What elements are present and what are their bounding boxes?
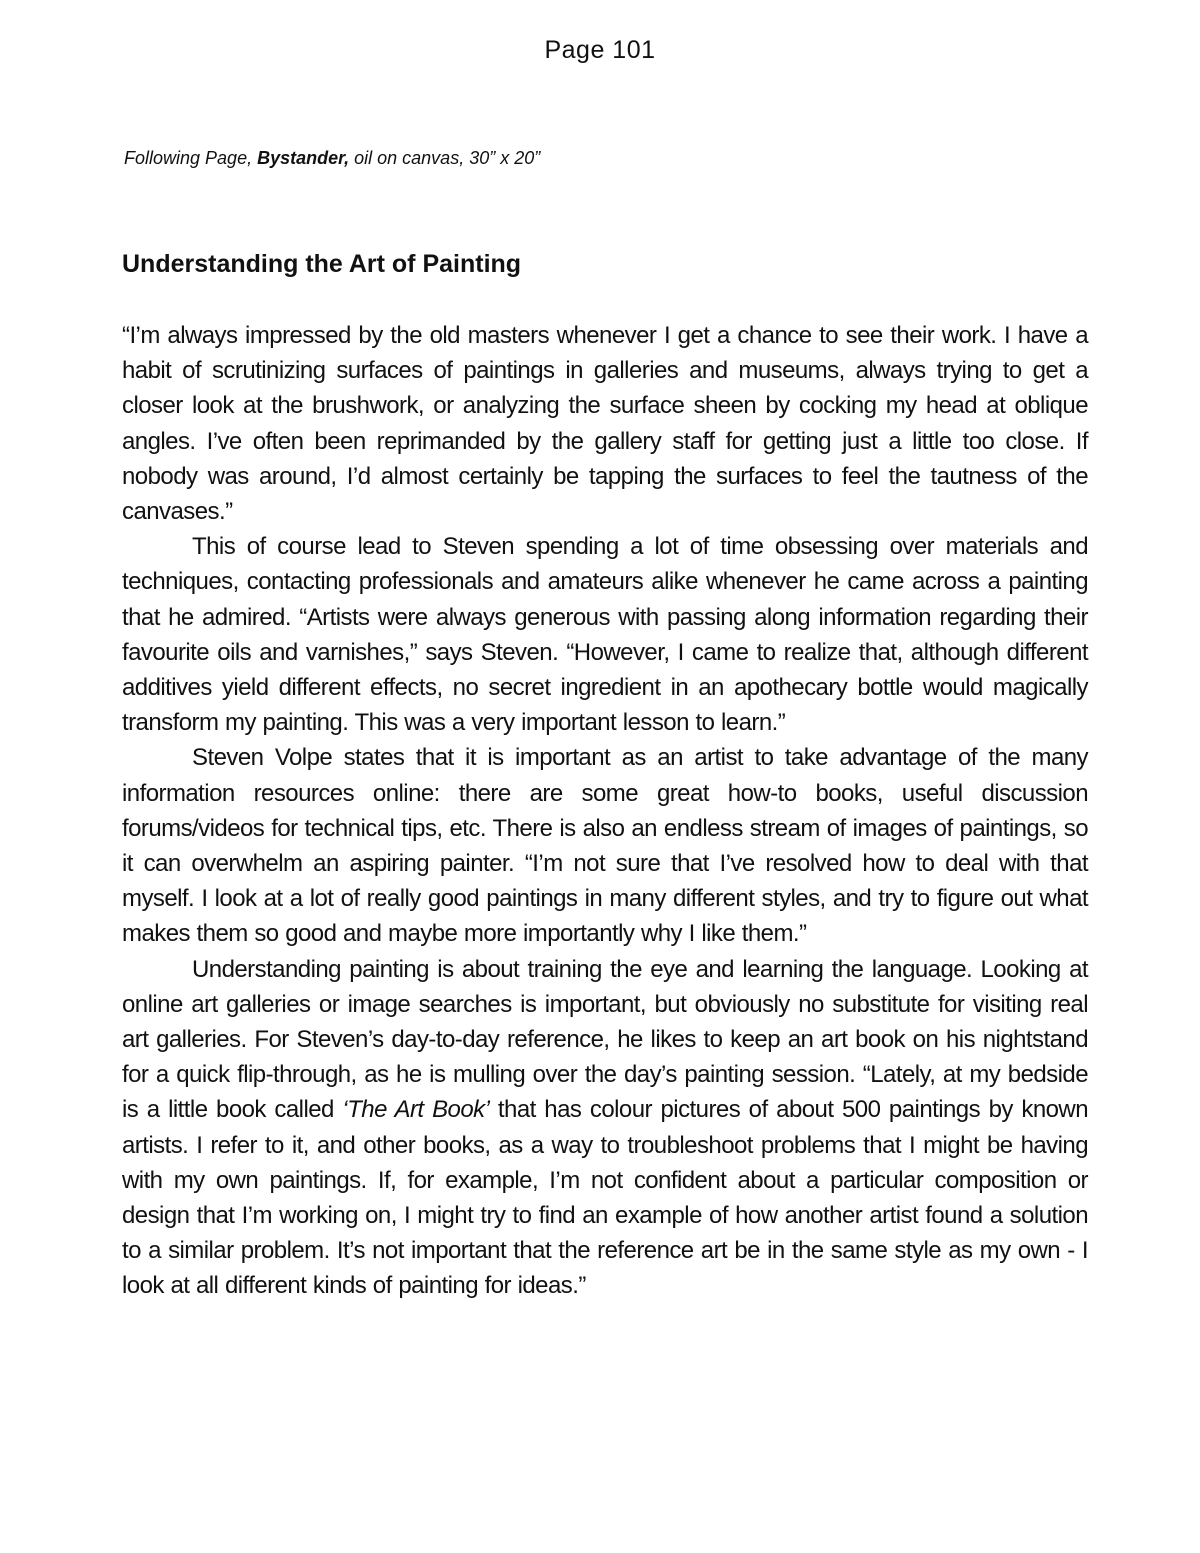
paragraph-online-resources: Steven Volpe states that it is important as an artist to take advantage of the many information resources online: there are some great how-to books, useful discussion forums/videos for technical tips, etc. There is also an endless stream of images of paintings, so it can overwhelm an aspiring painter. “I’m not sure that I’ve resolved how to deal with that myself. I look at a lot of really good paintings in many different styles, and try to figure out what makes them so good and maybe more importantly why I like them.”: [122, 744, 1088, 948]
book-title: ‘The Art Book’: [342, 1096, 490, 1124]
figure-caption: [124, 148, 540, 169]
caption-prefix: Following Page,: [124, 148, 258, 168]
paragraph-text-before-title: Understanding painting is about training the eye and learning the language. Looking at online art galleries or image searches is important, but obviously no substitute for visiting real art galleries. For Steven’s day-to-day reference, he likes to keep an art book on his nightstand for a quick flip-through, as he is mulling over the day’s painting session. “Lately, at my bedside is a little book called: [122, 955, 1088, 1124]
section-heading: Understanding the Art of Painting: [122, 250, 522, 278]
page-number: Page 101: [544, 36, 656, 64]
paragraph-quote-intro: “I’m always impressed by the old masters whenever I get a chance to see their work. I have a habit of scrutinizing surfaces of paintings in galleries and museums, always trying to get a closer look at the brushwork, or analyzing the surface sheen by cocking my head at oblique angles. I’ve often been reprimanded by the gallery staff for getting just a little too close. If nobody was around, I’d almost certainly be tapping the surfaces to feel the tautness of the canvases.”: [122, 322, 1088, 526]
paragraph-understanding-painting: [122, 952, 1088, 1304]
caption-artwork-title: Bystander,: [257, 148, 350, 168]
caption-suffix: oil on canvas, 30” x 20”: [349, 148, 541, 168]
paragraph-materials: This of course lead to Steven spending a lot of time obsessing over materials and techniques, contacting professionals and amateurs alike whenever he came across a painting that he admired. “Artists were always generous with passing along information regarding their favourite oils and varnishes,” says Steven. “However, I came to realize that, although different additives yield different effects, no secret ingredient in an apothecary bottle would magically transform my painting. This was a very important lesson to learn.”: [122, 533, 1088, 737]
article-body: [122, 318, 1088, 1304]
paragraph-text-after-title: that has colour pictures of about 500 paintings by known artists. I refer to it, and other books, as a way to troubleshoot problems that I might be having with my own paintings. If, for example, I’m not confident about a particular composition or design that I’m working on, I might try to find an example of how another artist found a solution to a similar problem. It’s not important that the reference art be in the same style as my own - I look at all different kinds of painting for ideas.”: [122, 1096, 1089, 1300]
